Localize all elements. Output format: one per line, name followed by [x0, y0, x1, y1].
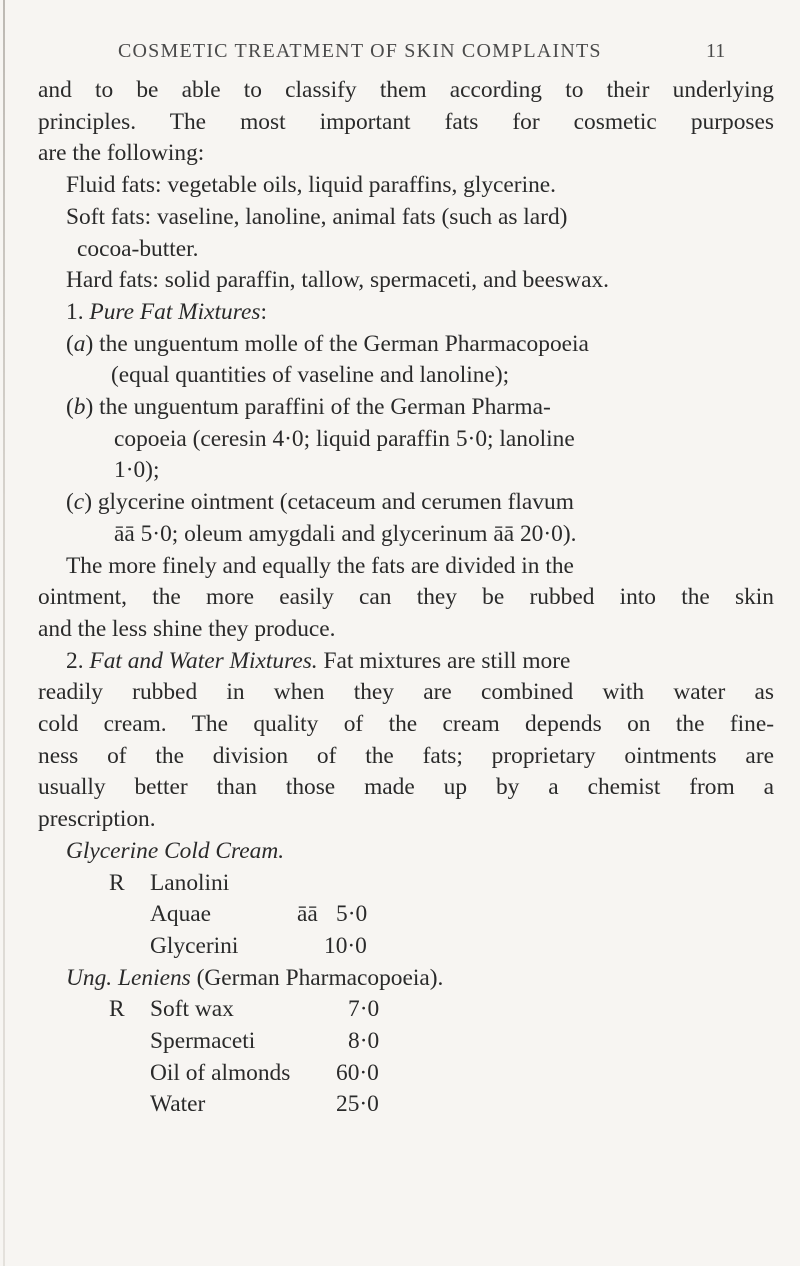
ingredient-name: Lanolini	[150, 869, 230, 896]
ingredient-amount: 25·0	[336, 1091, 379, 1118]
running-header	[118, 40, 726, 63]
item-b-continuation: 1·0);	[114, 457, 160, 484]
section-1-title: Pure Fat Mixtures	[89, 298, 261, 325]
running-title: COSMETIC TREATMENT OF SKIN COMPLAINTS	[118, 40, 602, 62]
ingredient-amount: 60·0	[336, 1059, 379, 1086]
ingredient-name: Soft wax	[150, 996, 234, 1023]
text-line: ness of the division of the fats; proprietary ointments are	[38, 742, 774, 769]
recipe-row	[38, 868, 774, 900]
text-line: cold cream. The quality of the cream depends on the fine-	[38, 711, 774, 738]
ingredient-name: Spermaceti	[150, 1028, 256, 1055]
item-c-continuation: āā 5·0; oleum amygdali and glycerinum āā 20·0).	[114, 520, 577, 547]
page-number: 11	[706, 40, 726, 62]
ingredient-name: Water	[150, 1091, 206, 1118]
text-line: and to be able to classify them according to their underlying	[38, 77, 774, 103]
page-edge-shadow	[3, 0, 5, 1266]
item-a: (a) the unguentum molle of the German Pharmacopoeia	[66, 330, 589, 357]
text-line: prescription.	[38, 806, 156, 833]
text-line: The more finely and equally the fats are divided in the	[66, 552, 574, 579]
rx-symbol: R	[109, 996, 125, 1023]
ingredient-amount: 8·0	[348, 1028, 380, 1055]
text-line: ointment, the more easily can they be rubbed into the skin	[38, 584, 774, 611]
text-line: and the less shine they produce.	[38, 615, 336, 642]
recipe-row	[38, 931, 774, 963]
text-line: usually better than those made up by a chemist from a	[38, 774, 774, 801]
hard-fats-line: Hard fats: solid paraffin, tallow, spermaceti, and beeswax.	[66, 267, 609, 294]
fluid-fats-line: Fluid fats: vegetable oils, liquid paraffins, glycerine.	[66, 172, 557, 199]
section-1-heading: 1. Pure Fat Mixtures:	[66, 298, 267, 325]
ingredient-name: Oil of almonds	[150, 1059, 291, 1086]
item-c: (c) glycerine ointment (cetaceum and cerumen flavum	[66, 489, 574, 516]
item-a-continuation: (equal quantities of vaseline and lanoline);	[111, 362, 510, 389]
ana-mark: āā	[297, 901, 318, 928]
ingredient-amount: 7·0	[348, 996, 380, 1023]
recipe-row	[38, 994, 774, 1026]
recipe-1-title: Glycerine Cold Cream.	[66, 837, 285, 864]
section-2-title: Fat and Water Mixtures.	[89, 647, 318, 674]
recipe-2-title: Ung. Leniens (German Pharmacopoeia).	[66, 964, 444, 991]
ingredient-amount: 10·0	[324, 932, 367, 959]
ingredient-name: Glycerini	[150, 932, 239, 959]
recipe-row	[38, 1058, 774, 1090]
recipe-row	[38, 899, 774, 931]
soft-fats-line: Soft fats: vaseline, lanoline, animal fats (such as lard)	[66, 203, 568, 230]
section-2-heading: 2. Fat and Water Mixtures. Fat mixtures are still more	[66, 647, 571, 674]
recipe-row	[38, 1026, 774, 1058]
item-b: (b) the unguentum paraffini of the German Pharma-	[66, 394, 551, 421]
rx-symbol: R	[109, 869, 125, 896]
item-b-continuation: copoeia (ceresin 4·0; liquid paraffin 5·0; lanoline	[114, 425, 575, 452]
page-body	[38, 75, 774, 1121]
recipe-row	[38, 1089, 774, 1121]
text-line: are the following:	[38, 140, 205, 167]
text-line: principles. The most important fats for cosmetic purposes	[38, 108, 774, 135]
soft-fats-continuation: cocoa-butter.	[77, 235, 199, 262]
ingredient-name: Aquae	[150, 901, 212, 928]
text-line: readily rubbed in when they are combined with water as	[38, 679, 774, 706]
ingredient-amount: 5·0	[336, 901, 368, 928]
